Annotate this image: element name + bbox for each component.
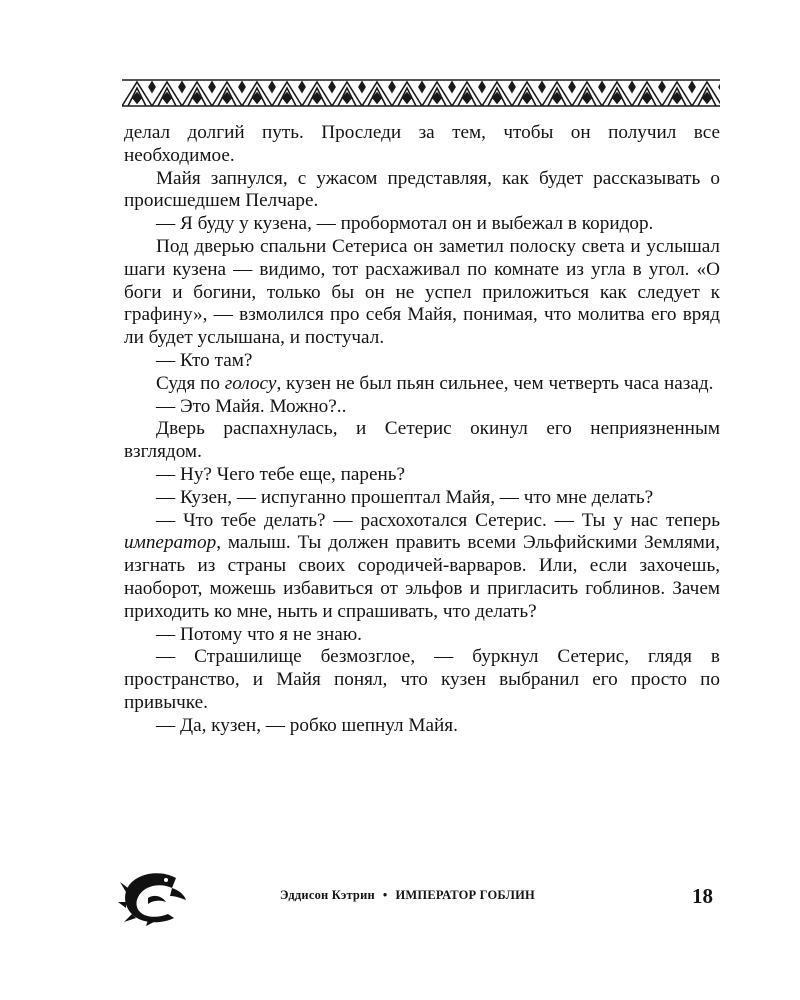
paragraph <box>124 373 720 396</box>
italic-text: голосу <box>224 372 277 394</box>
paragraph <box>124 168 720 214</box>
text-run: — Что тебе делать? — расхохотался Сетерис. — Ты у нас теперь <box>156 509 720 531</box>
text-run: — Да, кузен, — робко шепнул Майя. <box>156 714 458 736</box>
dragon-emblem-icon <box>118 868 188 926</box>
paragraph <box>124 122 720 168</box>
text-run: делал долгий путь. Проследи за тем, чтобы он получил все необходимое. <box>124 122 720 166</box>
paragraph <box>124 350 720 373</box>
text-run: — Кузен, — испуганно прошептал Майя, — что мне делать? <box>156 486 654 508</box>
running-footer <box>280 888 535 903</box>
paragraph <box>124 213 720 236</box>
text-run: , малыш. Ты должен править всеми Эльфийскими Землями, изгнать из страны своих сородичей-варваров. Или, если захочешь, наоборот, можешь избавиться от эльфов и пригласить гоблинов. Зачем приходить ко мне, ныть и спрашивать, что делать? <box>124 532 720 622</box>
text-run: — Кто там? <box>156 349 253 371</box>
text-run: — Я буду у кузена, — пробормотал он и выбежал в коридор. <box>156 213 654 235</box>
paragraph <box>124 418 720 464</box>
text-run: Судя по <box>156 372 225 394</box>
paragraph <box>124 236 720 350</box>
paragraph <box>124 487 720 510</box>
text-run: Майя запнулся, с ужасом представляя, как будет рассказывать о происшедшем Пелчаре. <box>124 167 720 212</box>
book-title: ИМПЕРАТОР ГОБЛИН <box>395 888 535 902</box>
text-run: — Потому что я не знаю. <box>156 623 362 645</box>
italic-text: император <box>124 532 217 554</box>
paragraph <box>124 510 720 624</box>
paragraph <box>124 646 720 714</box>
footer-separator: • <box>382 888 388 902</box>
paragraph <box>124 396 720 419</box>
body-text <box>124 122 720 738</box>
paragraph <box>124 624 720 647</box>
book-author: Эддисон Кэтрин <box>280 888 375 902</box>
paragraph <box>124 715 720 738</box>
text-run: — Это Майя. Можно?.. <box>156 395 347 417</box>
text-run: Дверь распахнулась, и Сетерис окинул его неприязненным взглядом. <box>124 418 720 463</box>
text-run: — Страшилище безмозглое, — буркнул Сетерис, глядя в пространство, и Майя понял, что кузен выбранил его просто по привычке. <box>124 646 720 713</box>
header-ornament <box>122 78 720 108</box>
paragraph <box>124 464 720 487</box>
text-run: , кузен не был пьян сильнее, чем четверть часа назад. <box>276 372 714 394</box>
text-run: — Ну? Чего тебе еще, парень? <box>156 463 406 485</box>
page-number: 18 <box>692 884 713 908</box>
text-run: Под дверью спальни Сетериса он заметил полоску света и услышал шаги кузена — видимо, тот расхаживал по комнате из угла в угол. «О боги и богини, только бы он не успел приложиться как следует к графину», — взмолился про себя Майя, понимая, что молитва его вряд ли будет услышана, и постучал. <box>124 235 720 349</box>
